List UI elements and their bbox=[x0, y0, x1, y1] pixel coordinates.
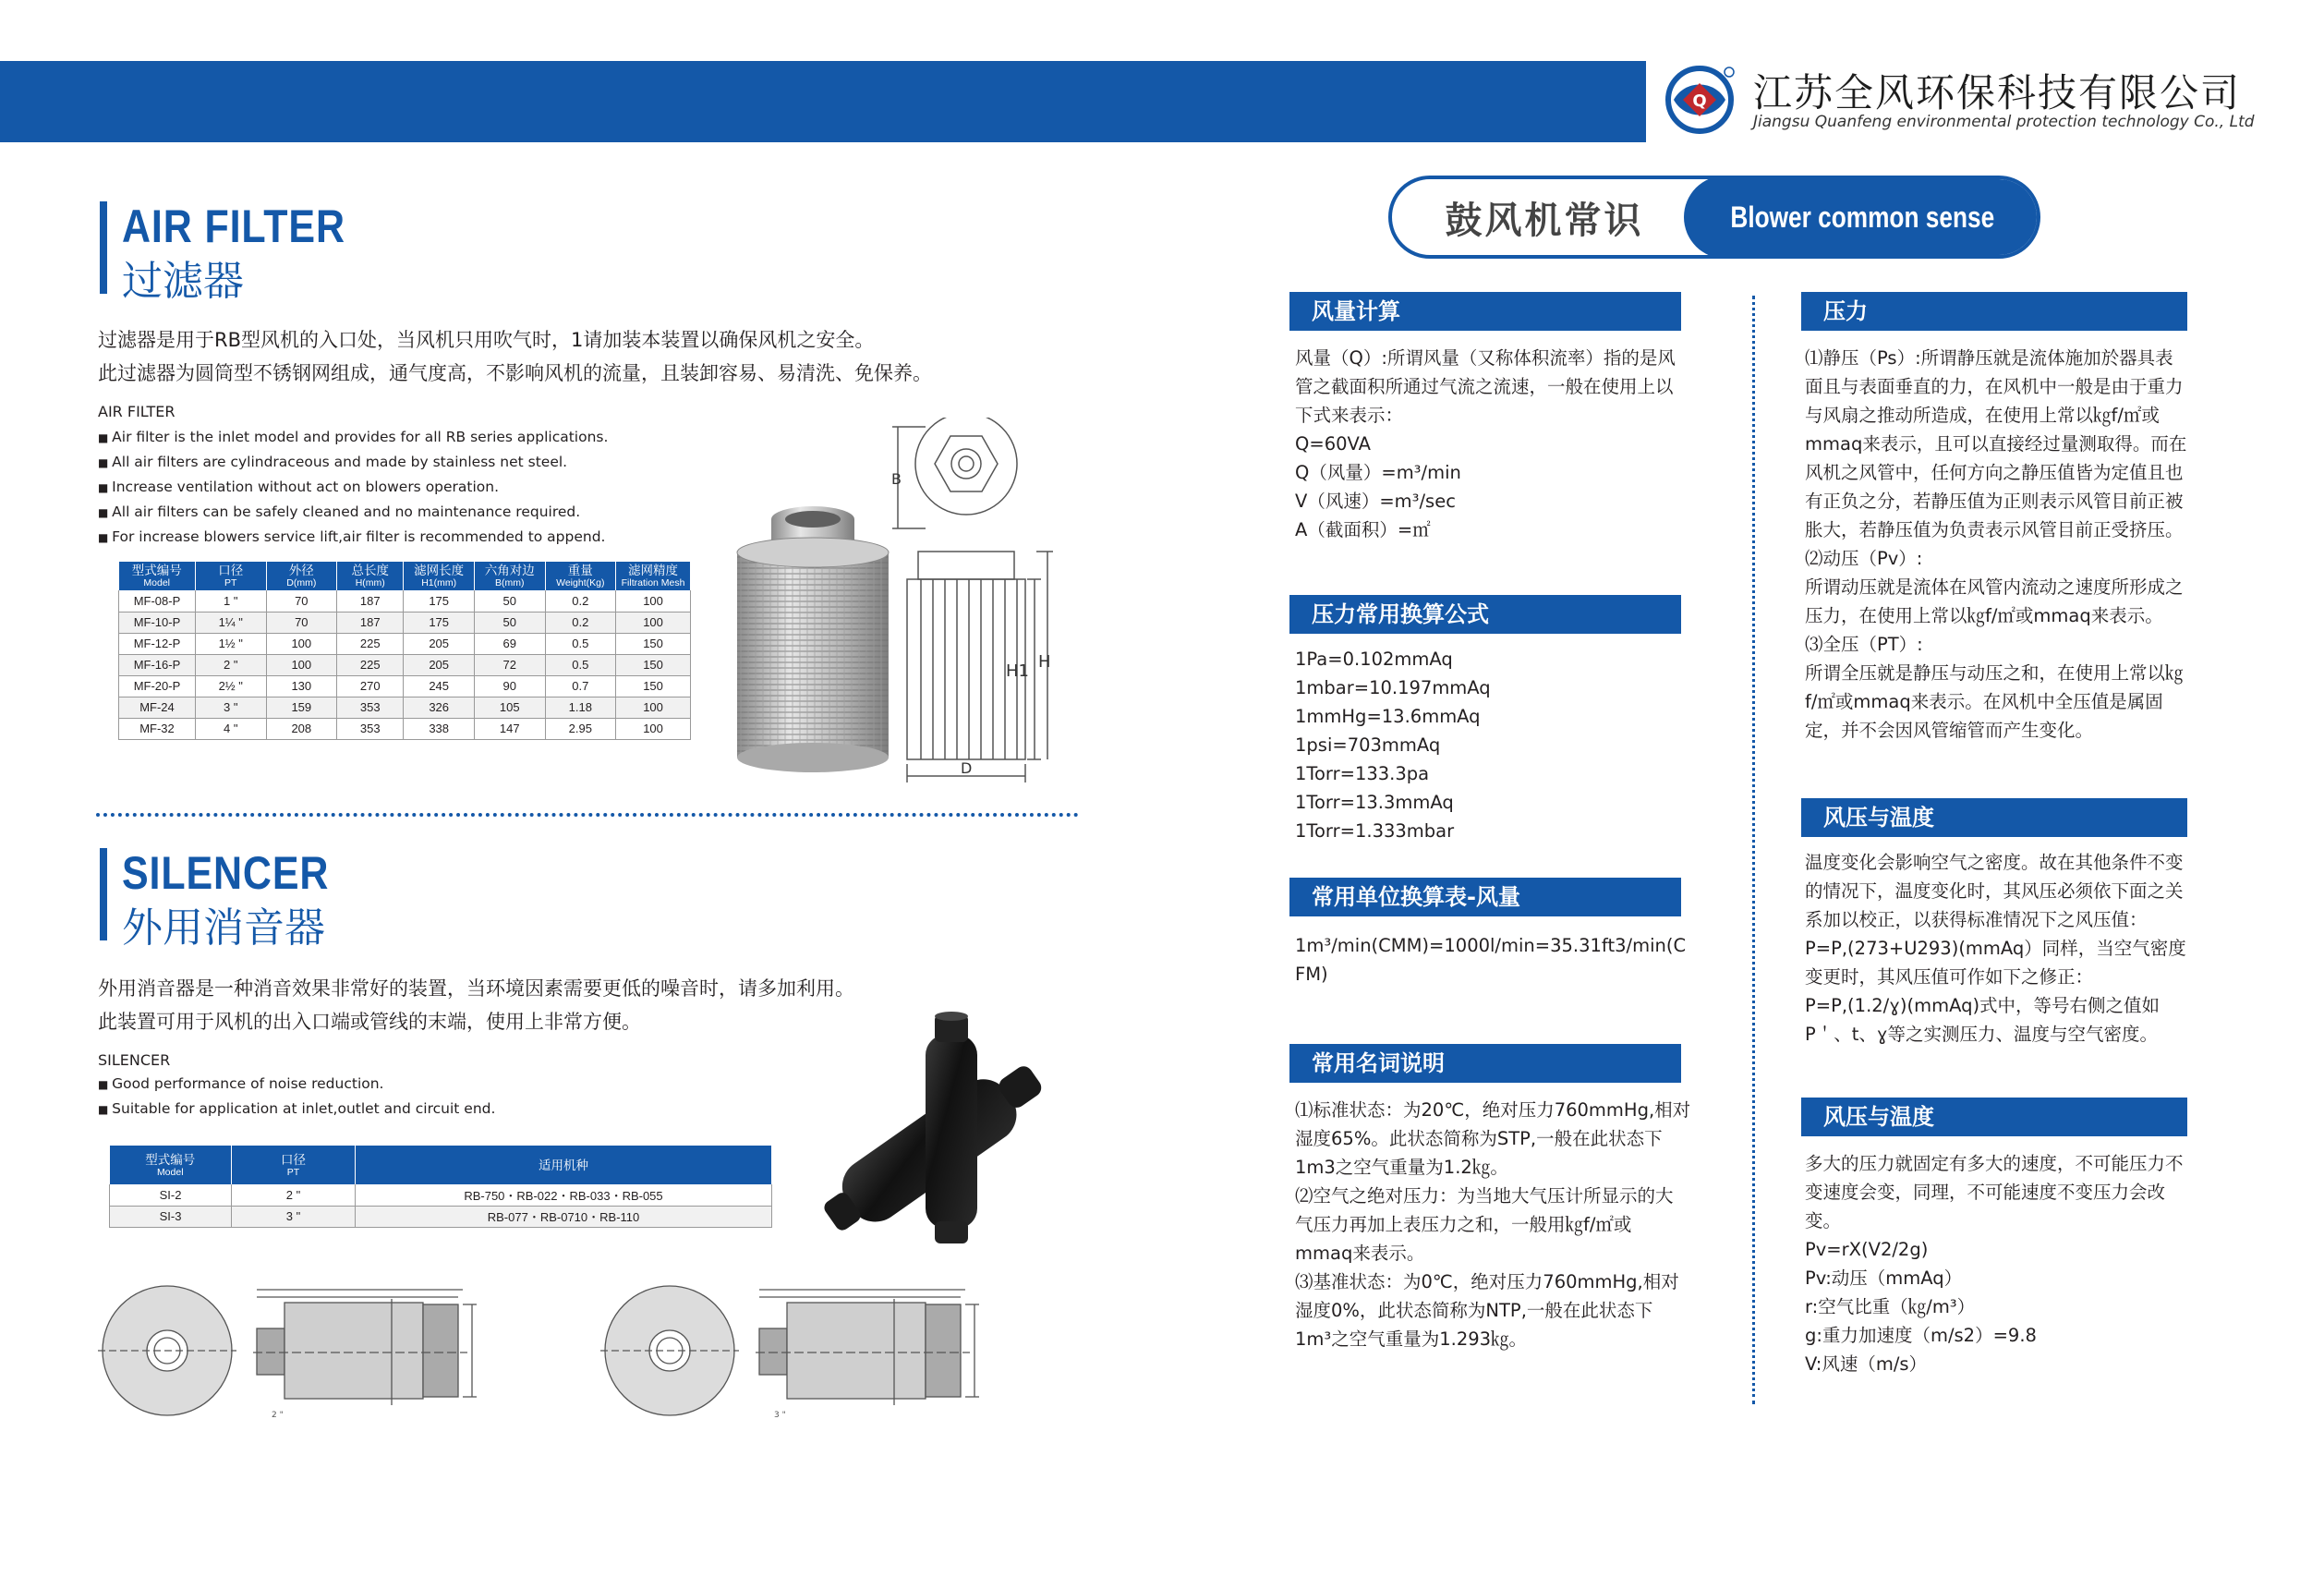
table-cell: 50 bbox=[474, 612, 545, 633]
temperature-heading-2: 风压与温度 bbox=[1801, 1098, 2187, 1136]
table-cell: 72 bbox=[474, 654, 545, 675]
text-line: 1Pa=0.102mmAq bbox=[1295, 649, 1453, 670]
bullet-item: ■ All air filters are cylindraceous and made by stainless net steel. bbox=[98, 450, 608, 475]
silencer-drawing-note: 3 " bbox=[774, 1411, 786, 1420]
text-line: 有正负之分，若静压值为正则表示风管目前正被 bbox=[1805, 491, 2184, 512]
air-filter-dimension-drawing bbox=[889, 418, 1055, 787]
air-filter-photo bbox=[730, 499, 896, 776]
bullet-item: ■ For increase blowers service lift,air filter is recommended to append. bbox=[98, 525, 608, 550]
text-line: 管之截面积所通过气流之流速，一般在使用上以 bbox=[1295, 376, 1674, 397]
table-cell: 353 bbox=[337, 718, 404, 739]
table-cell: 0.2 bbox=[545, 612, 616, 633]
section-accent-bar bbox=[100, 848, 107, 940]
col-header: 重量 Weight(Kg) bbox=[545, 562, 616, 590]
text-line: 变更时，其风压值可作如下之修正： bbox=[1805, 966, 2094, 988]
bullet-item: ■ Increase ventilation without act on blowers operation. bbox=[98, 475, 608, 500]
common-sense-title-en: Blower common sense bbox=[1730, 200, 1994, 234]
text-line: mmaq来表示，且可以直接经过量测取得。而在 bbox=[1805, 433, 2187, 455]
dim-label-h: H bbox=[1038, 652, 1051, 672]
header-bar bbox=[0, 61, 1646, 142]
table-cell: 3 " bbox=[195, 697, 266, 718]
pressure-heading: 压力 bbox=[1801, 292, 2187, 331]
text-line: 定，并不会因风管缩管而产生变化。 bbox=[1805, 720, 2094, 741]
text-line: 1mbar=10.197mmAq bbox=[1295, 677, 1491, 698]
table-cell: 4 " bbox=[195, 718, 266, 739]
table-cell: 159 bbox=[266, 697, 337, 718]
table-row bbox=[110, 1184, 772, 1206]
text-line: 下式来表示： bbox=[1295, 405, 1404, 426]
table-header-row bbox=[110, 1146, 772, 1184]
table-cell: 270 bbox=[337, 675, 404, 697]
text-line: ⑴静压（Ps）:所谓静压就是流体施加於器具表 bbox=[1805, 347, 2173, 369]
table-cell: MF-08-P bbox=[119, 590, 196, 612]
text-line: 所谓动压就是流体在风管内流动之速度所形成之 bbox=[1805, 576, 2184, 598]
silencer-label-en: SILENCER bbox=[98, 1051, 171, 1069]
table-cell: 150 bbox=[616, 654, 691, 675]
table-cell: MF-12-P bbox=[119, 633, 196, 654]
table-cell: 147 bbox=[474, 718, 545, 739]
table-cell: 100 bbox=[616, 697, 691, 718]
col-header: 型式编号 Model bbox=[119, 562, 196, 590]
text-line: P=P,(273+U293)(mmAq）同样，当空气密度 bbox=[1805, 938, 2186, 959]
table-cell: RB-077・RB-0710・RB-110 bbox=[356, 1206, 772, 1227]
table-cell: 326 bbox=[404, 697, 475, 718]
table-cell: 150 bbox=[616, 633, 691, 654]
section-divider bbox=[96, 813, 1079, 817]
col-header: 适用机种 bbox=[356, 1146, 772, 1184]
text-line: V:风速（m/s） bbox=[1805, 1353, 1928, 1375]
pressure-conversion-heading: 压力常用换算公式 bbox=[1289, 595, 1681, 634]
silencer-photo bbox=[804, 1007, 1090, 1247]
common-sense-title-en-block bbox=[1684, 176, 2040, 259]
table-cell: 100 bbox=[616, 612, 691, 633]
text-line: Q（风量）=m³/min bbox=[1295, 462, 1461, 483]
table-cell: 0.7 bbox=[545, 675, 616, 697]
table-cell: 1 " bbox=[195, 590, 266, 612]
text-line: 1m3之空气重量为1.2㎏。 bbox=[1295, 1157, 1508, 1178]
table-cell: MF-32 bbox=[119, 718, 196, 739]
silencer-title-en: SILENCER bbox=[122, 847, 330, 899]
text-line: P=P,(1.2/ɣ)(mmAq)式中，等号右侧之值如 bbox=[1805, 995, 2161, 1016]
text-line: 湿度0%，此状态简称为NTP,一般在此状态下 bbox=[1295, 1300, 1653, 1321]
table-cell: 208 bbox=[266, 718, 337, 739]
company-logo-icon bbox=[1663, 63, 1737, 137]
text-line: 1Torr=133.3pa bbox=[1295, 763, 1430, 784]
table-cell: 70 bbox=[266, 612, 337, 633]
temperature-heading-1: 风压与温度 bbox=[1801, 798, 2187, 837]
table-cell: MF-16-P bbox=[119, 654, 196, 675]
text-line: 的情况下，温度变化时，其风压必须依下面之关 bbox=[1805, 880, 2184, 902]
silencer-drawing-note: 2 " bbox=[272, 1411, 284, 1420]
text-line: 变。 bbox=[1805, 1210, 1842, 1231]
silencer-spec-table bbox=[109, 1146, 772, 1228]
air-filter-bullets bbox=[98, 425, 608, 550]
table-cell: 353 bbox=[337, 697, 404, 718]
text-line: f/㎡或mmaq来表示。在风机中全压值是属固 bbox=[1805, 691, 2163, 712]
table-cell: 1¼ " bbox=[195, 612, 266, 633]
table-cell: 3 " bbox=[232, 1206, 356, 1227]
col-header: 六角对边 B(mm) bbox=[474, 562, 545, 590]
table-cell: 1.18 bbox=[545, 697, 616, 718]
text-line: ⑵空气之绝对压力：为当地大气压计所显示的大 bbox=[1295, 1185, 1674, 1207]
table-cell: 100 bbox=[616, 718, 691, 739]
col-header: 外径 D(mm) bbox=[266, 562, 337, 590]
text-line: Pv:动压（mmAq） bbox=[1805, 1268, 1963, 1289]
text-line: r:空气比重（㎏/m³） bbox=[1805, 1296, 1976, 1317]
table-cell: 1½ " bbox=[195, 633, 266, 654]
text-line: Q=60VA bbox=[1295, 433, 1371, 455]
text-line: 气压力再加上表压力之和，一般用㎏f/㎡或 bbox=[1295, 1214, 1632, 1235]
col-header: 总长度 H(mm) bbox=[337, 562, 404, 590]
temperature-text-2 bbox=[1805, 1149, 2184, 1378]
text-line: 与风扇之推动所造成，在使用上常以㎏f/㎡或 bbox=[1805, 405, 2160, 426]
silencer-dimension-drawings bbox=[98, 1271, 1095, 1428]
table-header-row bbox=[119, 562, 691, 590]
table-cell: 2.95 bbox=[545, 718, 616, 739]
silencer-description bbox=[98, 972, 854, 1038]
table-cell: RB-750・RB-022・RB-033・RB-055 bbox=[356, 1184, 772, 1206]
col-header: 口径 PT bbox=[232, 1146, 356, 1184]
terms-heading: 常用名词说明 bbox=[1289, 1044, 1681, 1083]
text-line: Pv=rX(V2/2g) bbox=[1805, 1239, 1929, 1260]
bullet-item: ■ Air filter is the inlet model and provides for all RB series applications. bbox=[98, 425, 608, 450]
table-cell: 2½ " bbox=[195, 675, 266, 697]
col-header: 滤网长度 H1(mm) bbox=[404, 562, 475, 590]
text-line: 1m³/min(CMM)=1000l/min=35.31ft3/min(C bbox=[1295, 935, 1687, 956]
table-cell: 70 bbox=[266, 590, 337, 612]
text-line: V（风速）=m³/sec bbox=[1295, 491, 1456, 512]
table-cell: MF-10-P bbox=[119, 612, 196, 633]
table-row bbox=[119, 675, 691, 697]
text-line: A（截面积）=㎡ bbox=[1295, 519, 1431, 540]
text-line: g:重力加速度（m/s2）=9.8 bbox=[1805, 1325, 2037, 1346]
table-row bbox=[119, 718, 691, 739]
svg-text:Q: Q bbox=[1692, 91, 1707, 111]
company-name-cn: 江苏全风环保科技有限公司 bbox=[1753, 70, 2242, 115]
table-row bbox=[119, 633, 691, 654]
silencer-bullets bbox=[98, 1072, 495, 1122]
table-cell: 130 bbox=[266, 675, 337, 697]
text-line: 压力，在使用上常以㎏f/㎡或mmaq来表示。 bbox=[1805, 605, 2163, 626]
text-line: FM) bbox=[1295, 964, 1328, 985]
table-cell: SI-2 bbox=[110, 1184, 232, 1206]
text-line: 多大的压力就固定有多大的速度，不可能压力不 bbox=[1805, 1153, 2184, 1174]
silencer-desc-line: 外用消音器是一种消音效果非常好的装置，当环境因素需要更低的噪音时，请多加利用。 bbox=[98, 977, 854, 1000]
table-cell: 2 " bbox=[232, 1184, 356, 1206]
table-row bbox=[119, 654, 691, 675]
text-line: 1psi=703mmAq bbox=[1295, 734, 1441, 756]
air-filter-desc-line: 过滤器是用于RB型风机的入口处，当风机只用吹气时，1请加装本装置以确保风机之安全。 bbox=[98, 329, 875, 351]
text-line: 1mmHg=13.6mmAq bbox=[1295, 706, 1481, 727]
pressure-text bbox=[1805, 344, 2186, 745]
text-line: ⑶基准状态：为0℃，绝对压力760mmHg,相对 bbox=[1295, 1271, 1679, 1292]
table-cell: 245 bbox=[404, 675, 475, 697]
table-cell: 150 bbox=[616, 675, 691, 697]
table-cell: 100 bbox=[266, 654, 337, 675]
col-header: 口径 PT bbox=[195, 562, 266, 590]
text-line: 风量（Q）:所谓风量（又称体积流率）指的是风 bbox=[1295, 347, 1676, 369]
text-line: ⑴标准状态：为20℃，绝对压力760mmHg,相对 bbox=[1295, 1099, 1691, 1121]
table-cell: 187 bbox=[337, 590, 404, 612]
table-cell: MF-20-P bbox=[119, 675, 196, 697]
text-line: 面且与表面垂直的力，在风机中一般是由于重力 bbox=[1805, 376, 2184, 397]
column-divider bbox=[1752, 296, 1755, 1404]
bullet-item: ■ Good performance of noise reduction. bbox=[98, 1072, 495, 1097]
table-cell: SI-3 bbox=[110, 1206, 232, 1227]
air-filter-description bbox=[98, 323, 932, 390]
unit-conversion-heading: 常用单位换算表-风量 bbox=[1289, 878, 1681, 916]
col-header: 滤网精度 Filtration Mesh bbox=[616, 562, 691, 590]
common-sense-title-cn: 鼓风机常识 bbox=[1445, 199, 1644, 242]
common-sense-title-pill bbox=[1388, 176, 2040, 259]
silencer-title-cn: 外用消音器 bbox=[122, 904, 325, 952]
table-cell: MF-24 bbox=[119, 697, 196, 718]
table-cell: 90 bbox=[474, 675, 545, 697]
text-line: ⑶全压（PT）: bbox=[1805, 634, 1923, 655]
text-line: 1m³之空气重量为1.293㎏。 bbox=[1295, 1328, 1528, 1350]
text-line: 温度变化会影响空气之密度。故在其他条件不变 bbox=[1805, 852, 2184, 873]
text-line: P＇、t、ɣ等之实测压力、温度与空气密度。 bbox=[1805, 1024, 2159, 1045]
table-cell: 100 bbox=[616, 590, 691, 612]
table-cell: 205 bbox=[404, 654, 475, 675]
table-cell: 175 bbox=[404, 590, 475, 612]
air-filter-spec-table bbox=[118, 562, 691, 740]
table-cell: 105 bbox=[474, 697, 545, 718]
table-cell: 100 bbox=[266, 633, 337, 654]
text-line: 胀大，若静压值为负责表示风管目前正受挤压。 bbox=[1805, 519, 2184, 540]
table-cell: 338 bbox=[404, 718, 475, 739]
air-filter-title-cn: 过滤器 bbox=[122, 258, 244, 305]
table-cell: 50 bbox=[474, 590, 545, 612]
airflow-heading: 风量计算 bbox=[1289, 292, 1681, 331]
silencer-desc-line: 此装置可用于风机的出入口端或管线的末端，使用上非常方便。 bbox=[98, 1011, 641, 1033]
dim-label-h1: H1 bbox=[1006, 661, 1029, 681]
section-accent-bar bbox=[100, 201, 107, 294]
table-cell: 0.5 bbox=[545, 654, 616, 675]
air-filter-label-en: AIR FILTER bbox=[98, 403, 176, 420]
table-cell: 0.2 bbox=[545, 590, 616, 612]
text-line: 湿度65%。此状态简称为STP,一般在此状态下 bbox=[1295, 1128, 1663, 1149]
temperature-text-1 bbox=[1805, 848, 2186, 1049]
table-cell: 225 bbox=[337, 633, 404, 654]
text-line: mmaq来表示。 bbox=[1295, 1243, 1425, 1264]
col-header: 型式编号 Model bbox=[110, 1146, 232, 1184]
table-row bbox=[119, 612, 691, 633]
table-cell: 225 bbox=[337, 654, 404, 675]
bullet-item: ■ All air filters can be safely cleaned and no maintenance required. bbox=[98, 500, 608, 525]
text-line: 所谓全压就是静压与动压之和，在使用上常以㎏ bbox=[1805, 662, 2184, 684]
airflow-text bbox=[1295, 344, 1676, 544]
text-line: 系加以校正，以获得标准情况下之风压值： bbox=[1805, 909, 2148, 930]
dim-label-b: B bbox=[891, 470, 902, 488]
table-row bbox=[110, 1206, 772, 1227]
company-name-en: Jiangsu Quanfeng environmental protection technology Co., Ltd bbox=[1753, 113, 2255, 131]
pressure-conversion-text bbox=[1295, 645, 1491, 845]
text-line: 1Torr=13.3mmAq bbox=[1295, 792, 1454, 813]
text-line: 变速度会变，同理，不可能速度不变压力会改 bbox=[1805, 1182, 2166, 1203]
table-cell: 187 bbox=[337, 612, 404, 633]
dim-label-d: D bbox=[961, 759, 973, 777]
table-cell: 0.5 bbox=[545, 633, 616, 654]
text-line: 1Torr=1.333mbar bbox=[1295, 820, 1455, 842]
text-line: 风机之风管中，任何方向之静压值皆为定值且也 bbox=[1805, 462, 2184, 483]
table-row bbox=[119, 590, 691, 612]
text-line: ⑵动压（Pv）: bbox=[1805, 548, 1923, 569]
air-filter-title-en: AIR FILTER bbox=[122, 200, 345, 252]
table-cell: 175 bbox=[404, 612, 475, 633]
table-cell: 205 bbox=[404, 633, 475, 654]
table-row bbox=[119, 697, 691, 718]
table-cell: 69 bbox=[474, 633, 545, 654]
unit-conversion-text bbox=[1295, 931, 1686, 989]
air-filter-desc-line: 此过滤器为圆筒型不锈钢网组成，通气度高，不影响风机的流量，且装卸容易、易清洗、免保养。 bbox=[98, 362, 932, 384]
table-cell: 2 " bbox=[195, 654, 266, 675]
terms-text bbox=[1295, 1096, 1690, 1353]
bullet-item: ■ Suitable for application at inlet,outlet and circuit end. bbox=[98, 1097, 495, 1122]
